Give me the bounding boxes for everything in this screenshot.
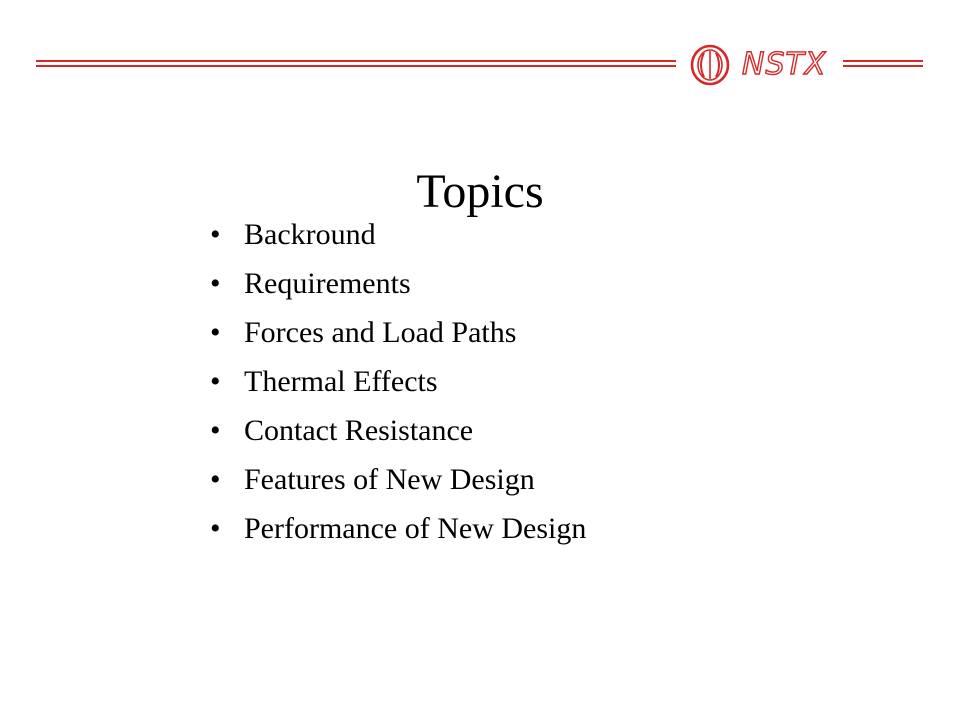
bullet: • (210, 365, 221, 398)
topics-list (210, 210, 586, 553)
bullet: • (210, 316, 221, 349)
list-item-text: Forces and Load Paths (244, 316, 517, 349)
list-item (210, 308, 586, 357)
bullet: • (210, 463, 221, 496)
slide-header (0, 38, 960, 98)
bullet: • (210, 218, 221, 251)
list-item-text: Contact Resistance (244, 414, 474, 447)
slide-title: Topics (416, 165, 544, 219)
list-item-text: Requirements (244, 267, 411, 300)
list-item (210, 210, 586, 259)
list-item (210, 357, 586, 406)
list-item (210, 504, 586, 553)
bullet: • (210, 512, 221, 545)
bullet: • (210, 414, 221, 447)
bullet: • (210, 267, 221, 300)
list-item (210, 259, 586, 308)
list-item-text: Features of New Design (244, 463, 535, 496)
header-rule-right (843, 60, 923, 66)
nstx-torus-logo-icon (688, 43, 732, 87)
list-item-text: Backround (244, 218, 376, 251)
list-item-text: Thermal Effects (244, 365, 438, 398)
header-rule-left (36, 60, 676, 66)
list-item (210, 455, 586, 504)
logo-text: NSTX (742, 47, 827, 82)
nstx-logo (688, 40, 838, 90)
list-item (210, 406, 586, 455)
list-item-text: Performance of New Design (244, 512, 587, 545)
